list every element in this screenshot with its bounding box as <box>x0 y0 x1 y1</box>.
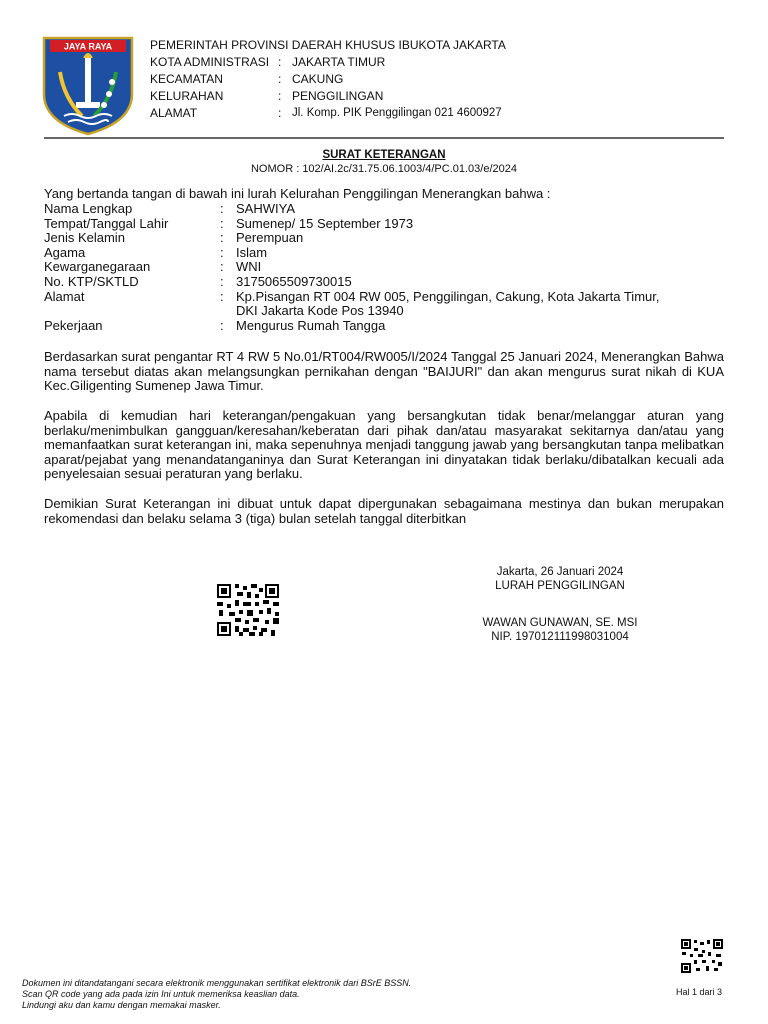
signer-nip: NIP. 197012111998031004 <box>491 631 629 643</box>
field-row-ttl: Tempat/Tanggal Lahir : Sumenep/ 15 September 1973 <box>44 215 414 231</box>
letterhead-row-kecamatan: KECAMATAN : CAKUNG <box>150 72 344 86</box>
footer-line-esign: Dokumen ini ditandatangani secara elektronik menggunakan sertifikat elektronik dari BSrE BSSN. <box>22 978 412 988</box>
identity-fields <box>44 202 724 333</box>
signature-header <box>475 565 645 593</box>
letterhead <box>150 37 506 122</box>
field-row-nama: Nama Lengkap : SAHWIYA <box>44 201 295 216</box>
footer-notice <box>22 978 411 1011</box>
signature-position: LURAH PENGGILINGAN <box>495 580 625 592</box>
field-row-ktp: No. KTP/SKTLD : 3175065509730015 <box>44 273 352 289</box>
signature-signer <box>475 616 645 644</box>
intro-text: Yang bertanda tangan di bawah ini lurah Kelurahan Penggilingan Menerangkan bahwa : <box>44 186 551 201</box>
letterhead-row-kelurahan: KELURAHAN : PENGGILINGAN <box>150 89 384 103</box>
field-row-alamat: Alamat : Kp.Pisangan RT 004 RW 005, Penggilingan, Cakung, Kota Jakarta Timur, DKI Jakarta Kode Pos 13940 <box>44 288 660 319</box>
svg-text:JAYA RAYA: JAYA RAYA <box>63 41 113 52</box>
footer-line-mask: Lindungi aku dan kamu dengan memakai masker. <box>22 1000 221 1010</box>
footer-line-scan: Scan QR code yang ada pada izin Ini untuk memeriksa keaslian data. <box>22 989 300 999</box>
field-row-pekerjaan: Pekerjaan : Mengurus Rumah Tangga <box>44 317 386 333</box>
paragraph-pengantar: Berdasarkan surat pengantar RT 4 RW 5 No.01/RT004/RW005/I/2024 Tanggal 25 Januari 2024, Menerangkan Bahwa nama tersebut diatas akan melangsungkan pernikahan dengan "BAIJURI" dan akan mengurus surat nikah di KUA Kec.Giligenting Sumenep Jawa Timur. <box>44 349 724 394</box>
field-row-jenis-kelamin: Jenis Kelamin : Perempuan <box>44 230 304 246</box>
header-divider <box>44 137 724 139</box>
field-row-kewarganegaraan: Kewarganegaraan : WNI <box>44 259 262 275</box>
document-title: SURAT KETERANGAN <box>322 149 446 161</box>
signature-place-date: Jakarta, 26 Januari 2024 <box>496 566 624 578</box>
letterhead-row-alamat: ALAMAT : Jl. Komp. PIK Penggilingan 021 4600927 <box>150 106 502 120</box>
page-number: Hal 1 dari 3 <box>676 987 723 997</box>
letterhead-title: PEMERINTAH PROVINSI DAERAH KHUSUS IBUKOTA JAKARTA <box>150 38 506 52</box>
footer-qr-code-icon <box>680 938 724 974</box>
signer-name: WAWAN GUNAWAN, SE. MSI <box>482 617 638 629</box>
letterhead-row-kota: KOTA ADMINISTRASI : JAKARTA TIMUR <box>150 55 386 69</box>
jakarta-coat-of-arms-logo <box>42 36 134 136</box>
paragraph-closing: Demikian Surat Keterangan ini dibuat untuk dapat dipergunakan sebagaimana mestinya dan bukan merupakan rekomendasi dan belaku selama 3 (tiga) bulan setelah tanggal diterbitkan <box>44 496 724 526</box>
document-number: NOMOR : 102/AI.2c/31.75.06.1003/4/PC.01.03/e/2024 <box>250 163 517 175</box>
paragraph-disclaimer: Apabila di kemudian hari keterangan/pengakuan yang bersangkutan tidak benar/melanggar aturan yang berlaku/menimbulkan gangguan/keresahan/keberatan dari pihak dan/atau masyarakat sekitarnya dan/atau yang memanfaatkan surat keterangan ini, maka sepenuhnya menjadi tanggung jawab yang bersangkutan tanpa melibatkan aparat/pejabat yang menandatanganinya dan Surat Keterangan ini dinyatakan tidak berlaku/dibatalkan kecuali ada penyelesaian sesuai peraturan yang berlaku. <box>44 408 724 482</box>
qr-code-icon <box>215 582 281 638</box>
field-row-agama: Agama : Islam <box>44 244 268 260</box>
